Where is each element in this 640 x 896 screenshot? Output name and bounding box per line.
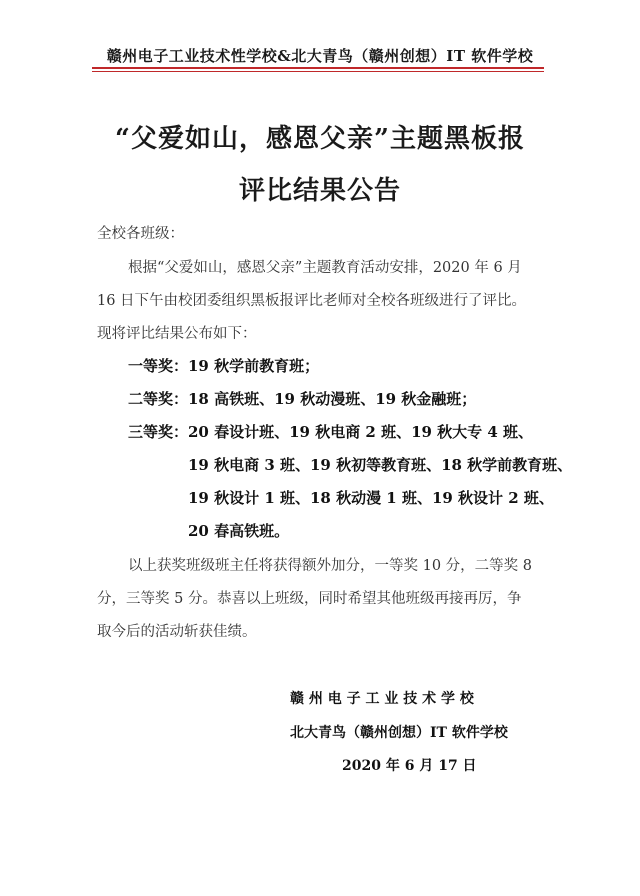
signature-school-1: 赣 州 电 子 工 业 技 术 学 校	[290, 691, 474, 707]
salutation: 全校各班级：	[97, 226, 184, 242]
title-line-2: 评比结果公告	[238, 176, 401, 206]
prize-third-line-3: 19 秋设计 1 班、18 秋动漫 1 班、19 秋设计 2 班、	[188, 489, 554, 507]
header-rule-thin	[92, 71, 544, 72]
title-line-1: “父爱如山，感恩父亲”主题黑板报	[115, 124, 525, 154]
intro-line-2: 16 日下午由校团委组织黑板报评比老师对全校各班级进行了评比。	[97, 293, 527, 309]
intro-line-3: 现将评比结果公布如下：	[97, 326, 257, 342]
signature-school-2: 北大青鸟（赣州创想）IT 软件学校	[290, 725, 508, 741]
closing-line-2: 分，三等奖 5 分。恭喜以上班级，同时希望其他班级再接再厉，争	[97, 591, 522, 607]
prize-third-line-4: 20 春高铁班。	[188, 522, 290, 540]
prize-third-line-2: 19 秋电商 3 班、19 秋初等教育班、18 秋学前教育班、	[188, 456, 573, 474]
closing-line-1: 以上获奖班级班主任将获得额外加分，一等奖 10 分，二等奖 8	[128, 558, 533, 574]
closing-line-3: 取今后的活动斩获佳绩。	[97, 624, 257, 640]
prize-third-line-1: 三等奖：20 春设计班、19 秋电商 2 班、19 秋大专 4 班、	[128, 423, 534, 441]
letterhead: 赣州电子工业技术性学校&北大青鸟（赣州创想）IT 软件学校	[106, 47, 534, 65]
prize-second: 二等奖：18 高铁班、19 秋动漫班、19 秋金融班；	[128, 390, 477, 408]
header-rule-thick	[92, 67, 544, 69]
signature-date: 2020 年 6 月 17 日	[342, 758, 477, 774]
intro-line-1: 根据“父爱如山，感恩父亲”主题教育活动安排，2020 年 6 月	[128, 260, 522, 276]
prize-first: 一等奖：19 秋学前教育班；	[128, 357, 320, 375]
